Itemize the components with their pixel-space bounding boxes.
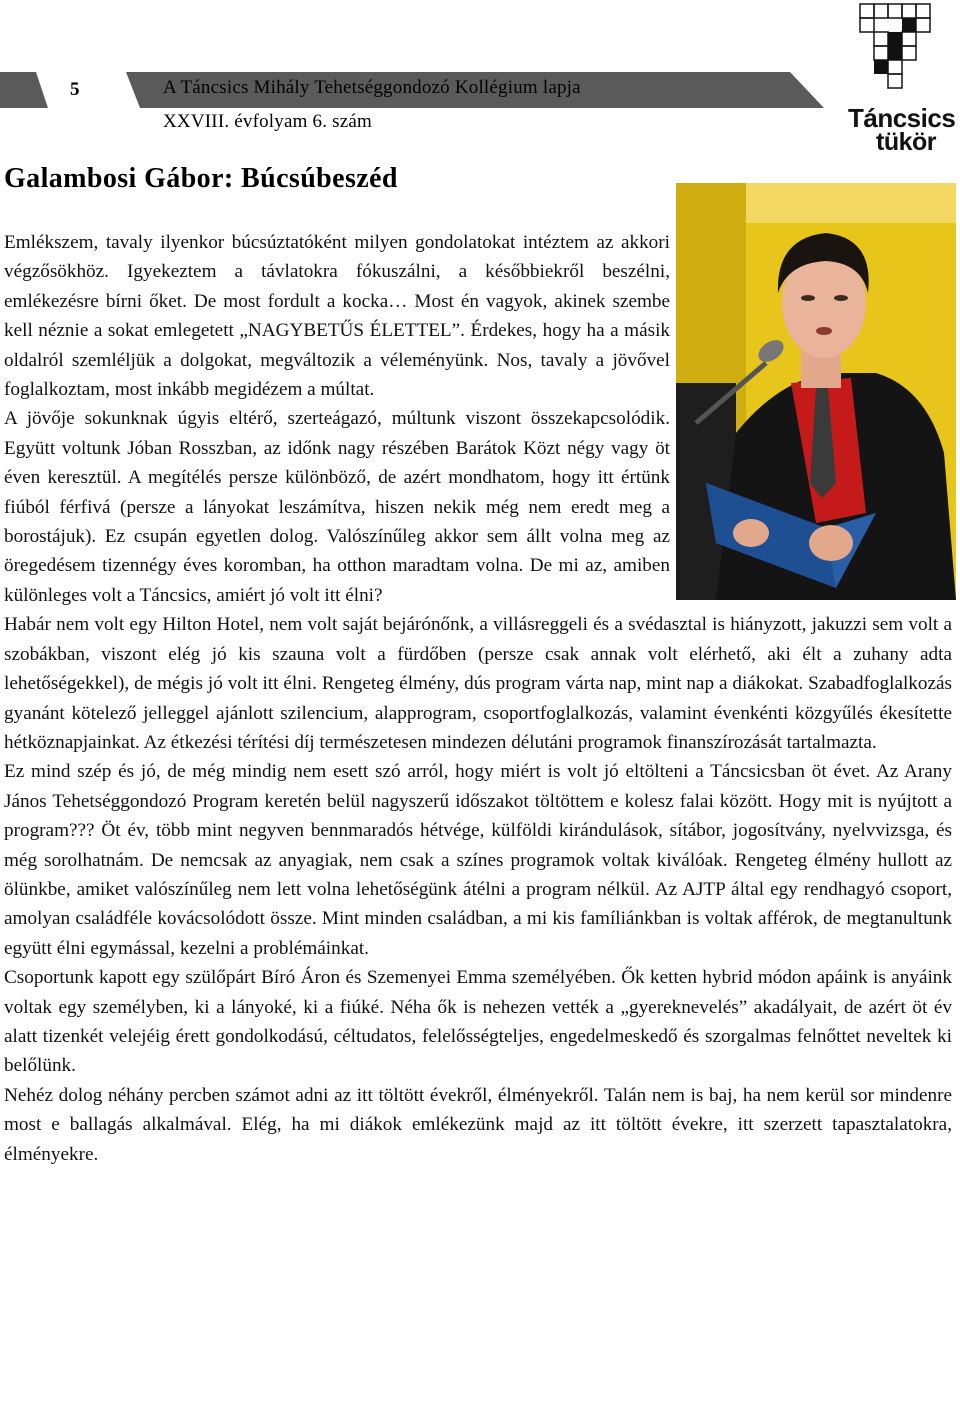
article-paragraph: Emlékszem, tavaly ilyenkor búcsúztatóként milyen gondolatokat intéztem az akkori végzősökhöz. Igyekeztem a távlatokra fókuszálni, a későbbiekről beszélni, emlékezésre bírni őket. De most fordult a kocka… Most én vagyok, akinek szembe kell néznie a sokat emlegetett „NAGYBETŰS ÉLETTEL”. Érdekes, hogy ha a másik oldalról szemléljük a dolgokat, megváltozik a véleményünk. Nos, tavaly a jövővel foglalkoztam, most inkább megidézem a múltat.: [4, 232, 670, 401]
article-paragraph: Ez mind szép és jó, de még mindig nem esett szó arról, hogy miért is volt jó eltölteni a Táncsicsban öt évet. Az Arany János Tehetséggondozó Program keretén belül nagyszerű időszakot töltöttem e kolesz falai között. Hogy mit is nyújtott a program??? Öt év, több mint negyven bennmaradós hétvége, külföldi kirándulások, sítábor, jogosítvány, nyelvvizsga, és még sorolhatnám. De nemcsak az anyagiak, nem csak a színes programok voltak kiválóak. Rengeteg élmény hullott az ölünkbe, amiket valószínűleg nem lett volna lehetőségünk átélni a program nélkül. Az AJTP által egy rendhagyó csoport, amolyan családféle kovácsolódott össze. Mint minden családban, a mi kis famíliánkban is voltak afférok, de megtanultunk együtt élni egymással, kezelni a problémáinkat.: [4, 761, 952, 959]
article-paragraph: Nehéz dolog néhány percben számot adni az itt töltött évekről, élményekről. Talán nem is baj, ha nem kerül sor mindenre most e ballagás alkalmával. Elég, ha mi diákok emlékezünk majd az itt töltött évekre, itt szerzett tapasztalatokra, élményekre.: [4, 1084, 952, 1165]
logo-text-tukor: tükör: [876, 128, 936, 156]
article-paragraph: Csoportunk kapott egy szülőpárt Bíró Áron és Szemenyei Emma személyében. Ők ketten hybrid módon apáink is anyáink voltak egy személyben, ki a lányoké, ki a fiúké. Néha ők is nehezen vették a „gyereknevelés” akadályait, de azért öt év alatt tizenkét velejéig érett gondolkodású, céltudatos, felelősségteljes, engedelmeskedő és szorgalmas felnőttet neveltek ki belőlünk.: [4, 967, 952, 1077]
article-paragraph: A jövője sokunknak úgyis eltérő, szerteágazó, múltunk viszont összekapcsolódik. Együtt voltunk Jóban Rosszban, az időnk nagy részében Barátok Közt négy vagy öt éven keresztül. A megítélés persze különböző, de azért mondhatom, hogy itt értünk fiúból férfivá (persze a lányokat leszámítva, hiszen nekik még nem eredt meg a borostájuk). Ez csupán egyetlen dolog. Valószínűleg akkor sem állt volna meg az öregedésem tizennégy éves koromban, ha otthon maradtam volna. De mi az, amiben különleges volt a Táncsics, amiért jó volt itt élni?: [4, 408, 670, 606]
article-title: Galambosi Gábor: Búcsúbeszéd: [4, 163, 398, 194]
photo-float-spacer: [670, 228, 952, 600]
publication-title: A Táncsics Mihály Tehetséggondozó Kollégium lapja: [163, 77, 581, 98]
article-paragraph: Habár nem volt egy Hilton Hotel, nem volt saját bejárónőnk, a villásreggeli és a svédasztal is hiányzott, jakuzzi sem volt a szobákban, viszont elég jó kis szauna volt a fürdőben (persze csak annak volt elérhető, aki élt a zuhany adta lehetőségekkel), de mégis jó volt itt élni. Rengeteg élmény, dús program várta nap, mint nap a diákokat. Szabadfoglalkozás gyanánt kötelező jelleggel ajánlott szilencium, alapprogram, csoportfoglalkozás, valamint évenkénti közgyűlés ékesítette hétköznapjainkat. Az étkezési térítési díj természetesen mindezen délutáni programok finanszírozását tartalmazta.: [4, 614, 952, 753]
page-number: 5: [70, 79, 80, 100]
logo-text-tancsics: Táncsics: [848, 103, 956, 133]
article-body: [4, 228, 952, 1169]
issue-label: XXVIII. évfolyam 6. szám: [163, 111, 372, 132]
